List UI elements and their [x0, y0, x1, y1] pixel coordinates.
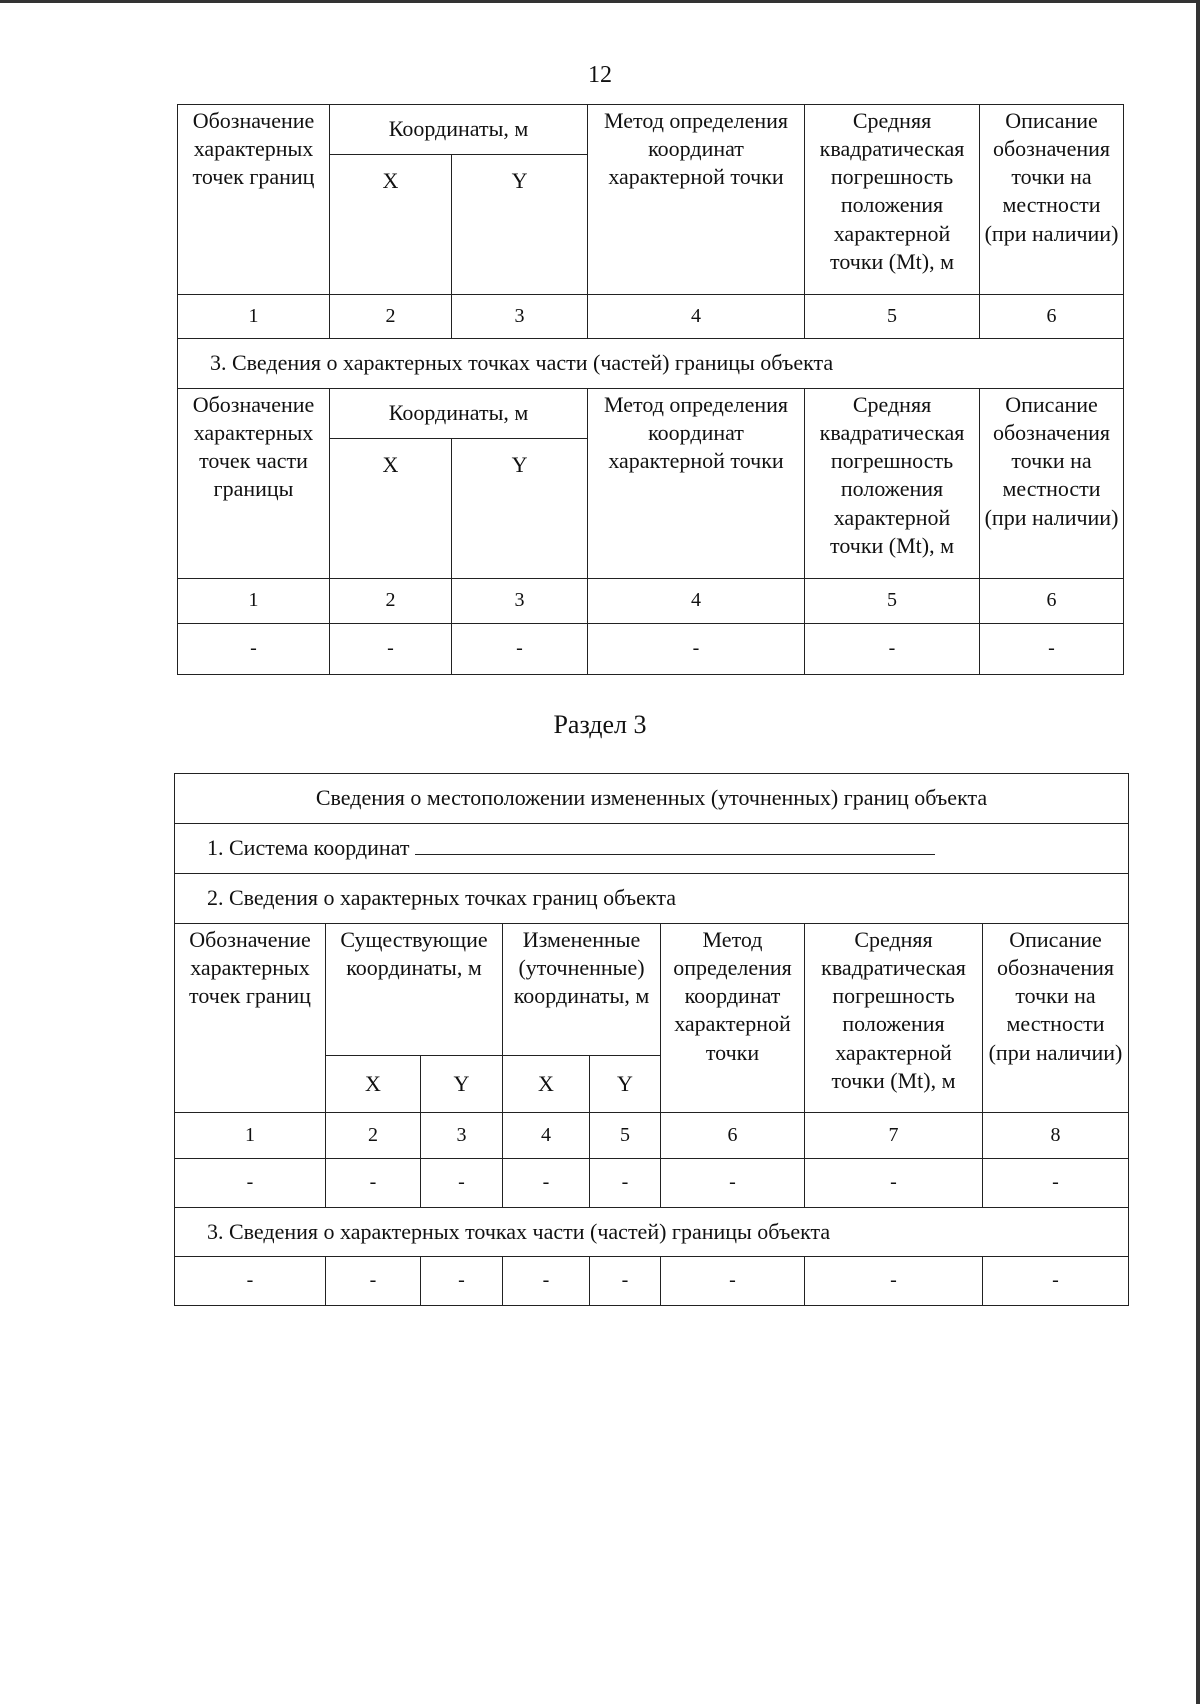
col-number: 2: [326, 1113, 421, 1159]
header-error: Средняя квадратическая погрешность положения характерной точки (Mt), м: [805, 105, 980, 295]
table-cell: -: [983, 1159, 1129, 1208]
header-error: Средняя квадратическая погрешность положения характерной точки (Mt), м: [805, 924, 983, 1113]
header-description: Описание обозначения точки на местности (при наличии): [980, 389, 1124, 579]
table-cell: -: [590, 1159, 661, 1208]
col-number: 4: [503, 1113, 590, 1159]
scan-edge-top: [0, 0, 1200, 3]
col-number: 8: [983, 1113, 1129, 1159]
col-number: 4: [588, 579, 805, 624]
header-error: Средняя квадратическая погрешность положения характерной точки (Mt), м: [805, 389, 980, 579]
table-cell: -: [330, 624, 452, 675]
header-designation: Обозначение характерных точек границ: [175, 924, 326, 1113]
col-number: 6: [661, 1113, 805, 1159]
header-description: Описание обозначения точки на местности (при наличии): [980, 105, 1124, 295]
table-cell: -: [805, 1257, 983, 1306]
changed-boundaries-table: [174, 773, 1129, 1306]
coordinate-system-blank: [415, 834, 935, 855]
col-number: 3: [452, 579, 588, 624]
header-coordinates: Координаты, м: [330, 105, 588, 155]
header-method: Метод определения координат характерной точки: [661, 924, 805, 1113]
col-number: 5: [805, 295, 980, 339]
table-title: Сведения о местоположении измененных (уточненных) границ объекта: [175, 774, 1129, 824]
table-cell: -: [178, 624, 330, 675]
col-number: 5: [805, 579, 980, 624]
scan-edge-right: [1196, 0, 1200, 1704]
table-cell: -: [326, 1159, 421, 1208]
col-number: 3: [452, 295, 588, 339]
subsection-3-title: 3. Сведения о характерных точках части (частей) границы объекта: [175, 1208, 1129, 1257]
table-cell: -: [661, 1159, 805, 1208]
table-cell: -: [326, 1257, 421, 1306]
table-cell: -: [503, 1257, 590, 1306]
header-y-changed: Y: [590, 1056, 661, 1113]
coordinate-system-row: [175, 824, 1129, 874]
header-y-existing: Y: [421, 1056, 503, 1113]
header-x: X: [330, 155, 452, 295]
header-description: Описание обозначения точки на местности (при наличии): [983, 924, 1129, 1113]
header-method: Метод определения координат характерной точки: [588, 105, 805, 295]
subsection-3-title: 3. Сведения о характерных точках части (частей) границы объекта: [178, 339, 1124, 389]
table-cell: -: [175, 1257, 326, 1306]
table-cell: -: [588, 624, 805, 675]
boundary-points-table: [177, 104, 1124, 675]
col-number: 5: [590, 1113, 661, 1159]
header-designation: Обозначение характерных точек границ: [178, 105, 330, 295]
col-number: 1: [178, 579, 330, 624]
header-existing-coordinates: Существующие координаты, м: [326, 924, 503, 1056]
header-x-existing: X: [326, 1056, 421, 1113]
header-method: Метод определения координат характерной точки: [588, 389, 805, 579]
table-cell: -: [980, 624, 1124, 675]
header-coordinates: Координаты, м: [330, 389, 588, 439]
header-x-changed: X: [503, 1056, 590, 1113]
table-cell: -: [175, 1159, 326, 1208]
header-changed-coordinates: Измененные (уточненные) координаты, м: [503, 924, 661, 1056]
col-number: 7: [805, 1113, 983, 1159]
page-number: 12: [588, 62, 612, 88]
table-cell: -: [421, 1257, 503, 1306]
col-number: 2: [330, 295, 452, 339]
col-number: 1: [175, 1113, 326, 1159]
col-number: 3: [421, 1113, 503, 1159]
table-cell: -: [590, 1257, 661, 1306]
col-number: 6: [980, 295, 1124, 339]
table-cell: -: [421, 1159, 503, 1208]
table-cell: -: [503, 1159, 590, 1208]
subsection-2-title: 2. Сведения о характерных точках границ объекта: [175, 874, 1129, 924]
col-number: 6: [980, 579, 1124, 624]
table-cell: -: [661, 1257, 805, 1306]
header-designation-part: Обозначение характерных точек части границы: [178, 389, 330, 579]
table-cell: -: [983, 1257, 1129, 1306]
header-y: Y: [452, 155, 588, 295]
col-number: 2: [330, 579, 452, 624]
header-x: X: [330, 439, 452, 579]
coordinate-system-label: 1. Система координат: [207, 835, 410, 861]
section-title: Раздел 3: [553, 710, 647, 739]
col-number: 1: [178, 295, 330, 339]
header-y: Y: [452, 439, 588, 579]
table-cell: -: [805, 1159, 983, 1208]
table-cell: -: [805, 624, 980, 675]
col-number: 4: [588, 295, 805, 339]
table-cell: -: [452, 624, 588, 675]
